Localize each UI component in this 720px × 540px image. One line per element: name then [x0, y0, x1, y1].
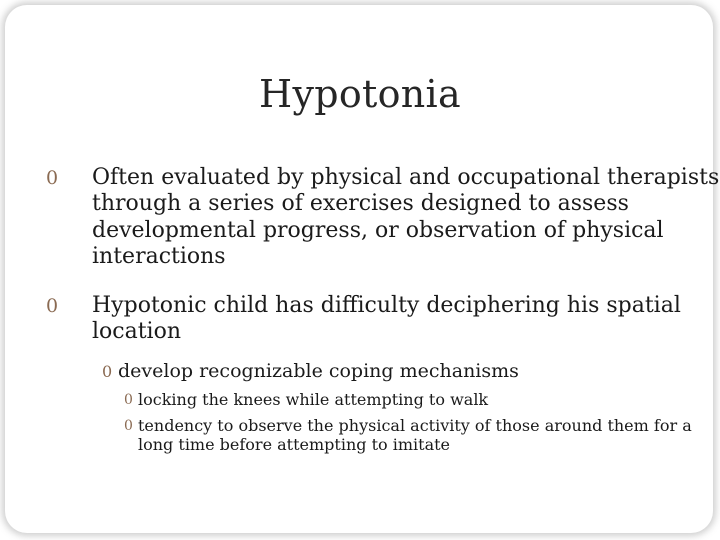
bullet-text: Often evaluated by physical and occupational therapists through a series of exercises designed to assess developmental progress, or observation of physical interactions: [92, 165, 720, 270]
sub-sub-bullet-item: [124, 416, 698, 454]
bullet-marker: 0: [46, 295, 59, 317]
bullet-marker: 0: [124, 418, 133, 434]
sub-bullet-item: [102, 360, 698, 383]
bullet-marker: 0: [124, 392, 133, 408]
bullet-item: [46, 165, 720, 271]
bullet-marker: 0: [46, 167, 59, 189]
bullet-marker: 0: [102, 362, 113, 381]
bullet-text: tendency to observe the physical activity of those around them for a long time before attempting to imitate: [138, 416, 692, 455]
bullet-item: [46, 293, 720, 346]
bullet-text: locking the knees while attempting to walk: [138, 390, 489, 409]
slide-title: Hypotonia: [259, 72, 461, 116]
bullet-text: develop recognizable coping mechanisms: [118, 360, 519, 382]
bullet-text: Hypotonic child has difficulty deciphering his spatial location: [92, 293, 681, 345]
sub-sub-bullet-item: [124, 390, 698, 409]
